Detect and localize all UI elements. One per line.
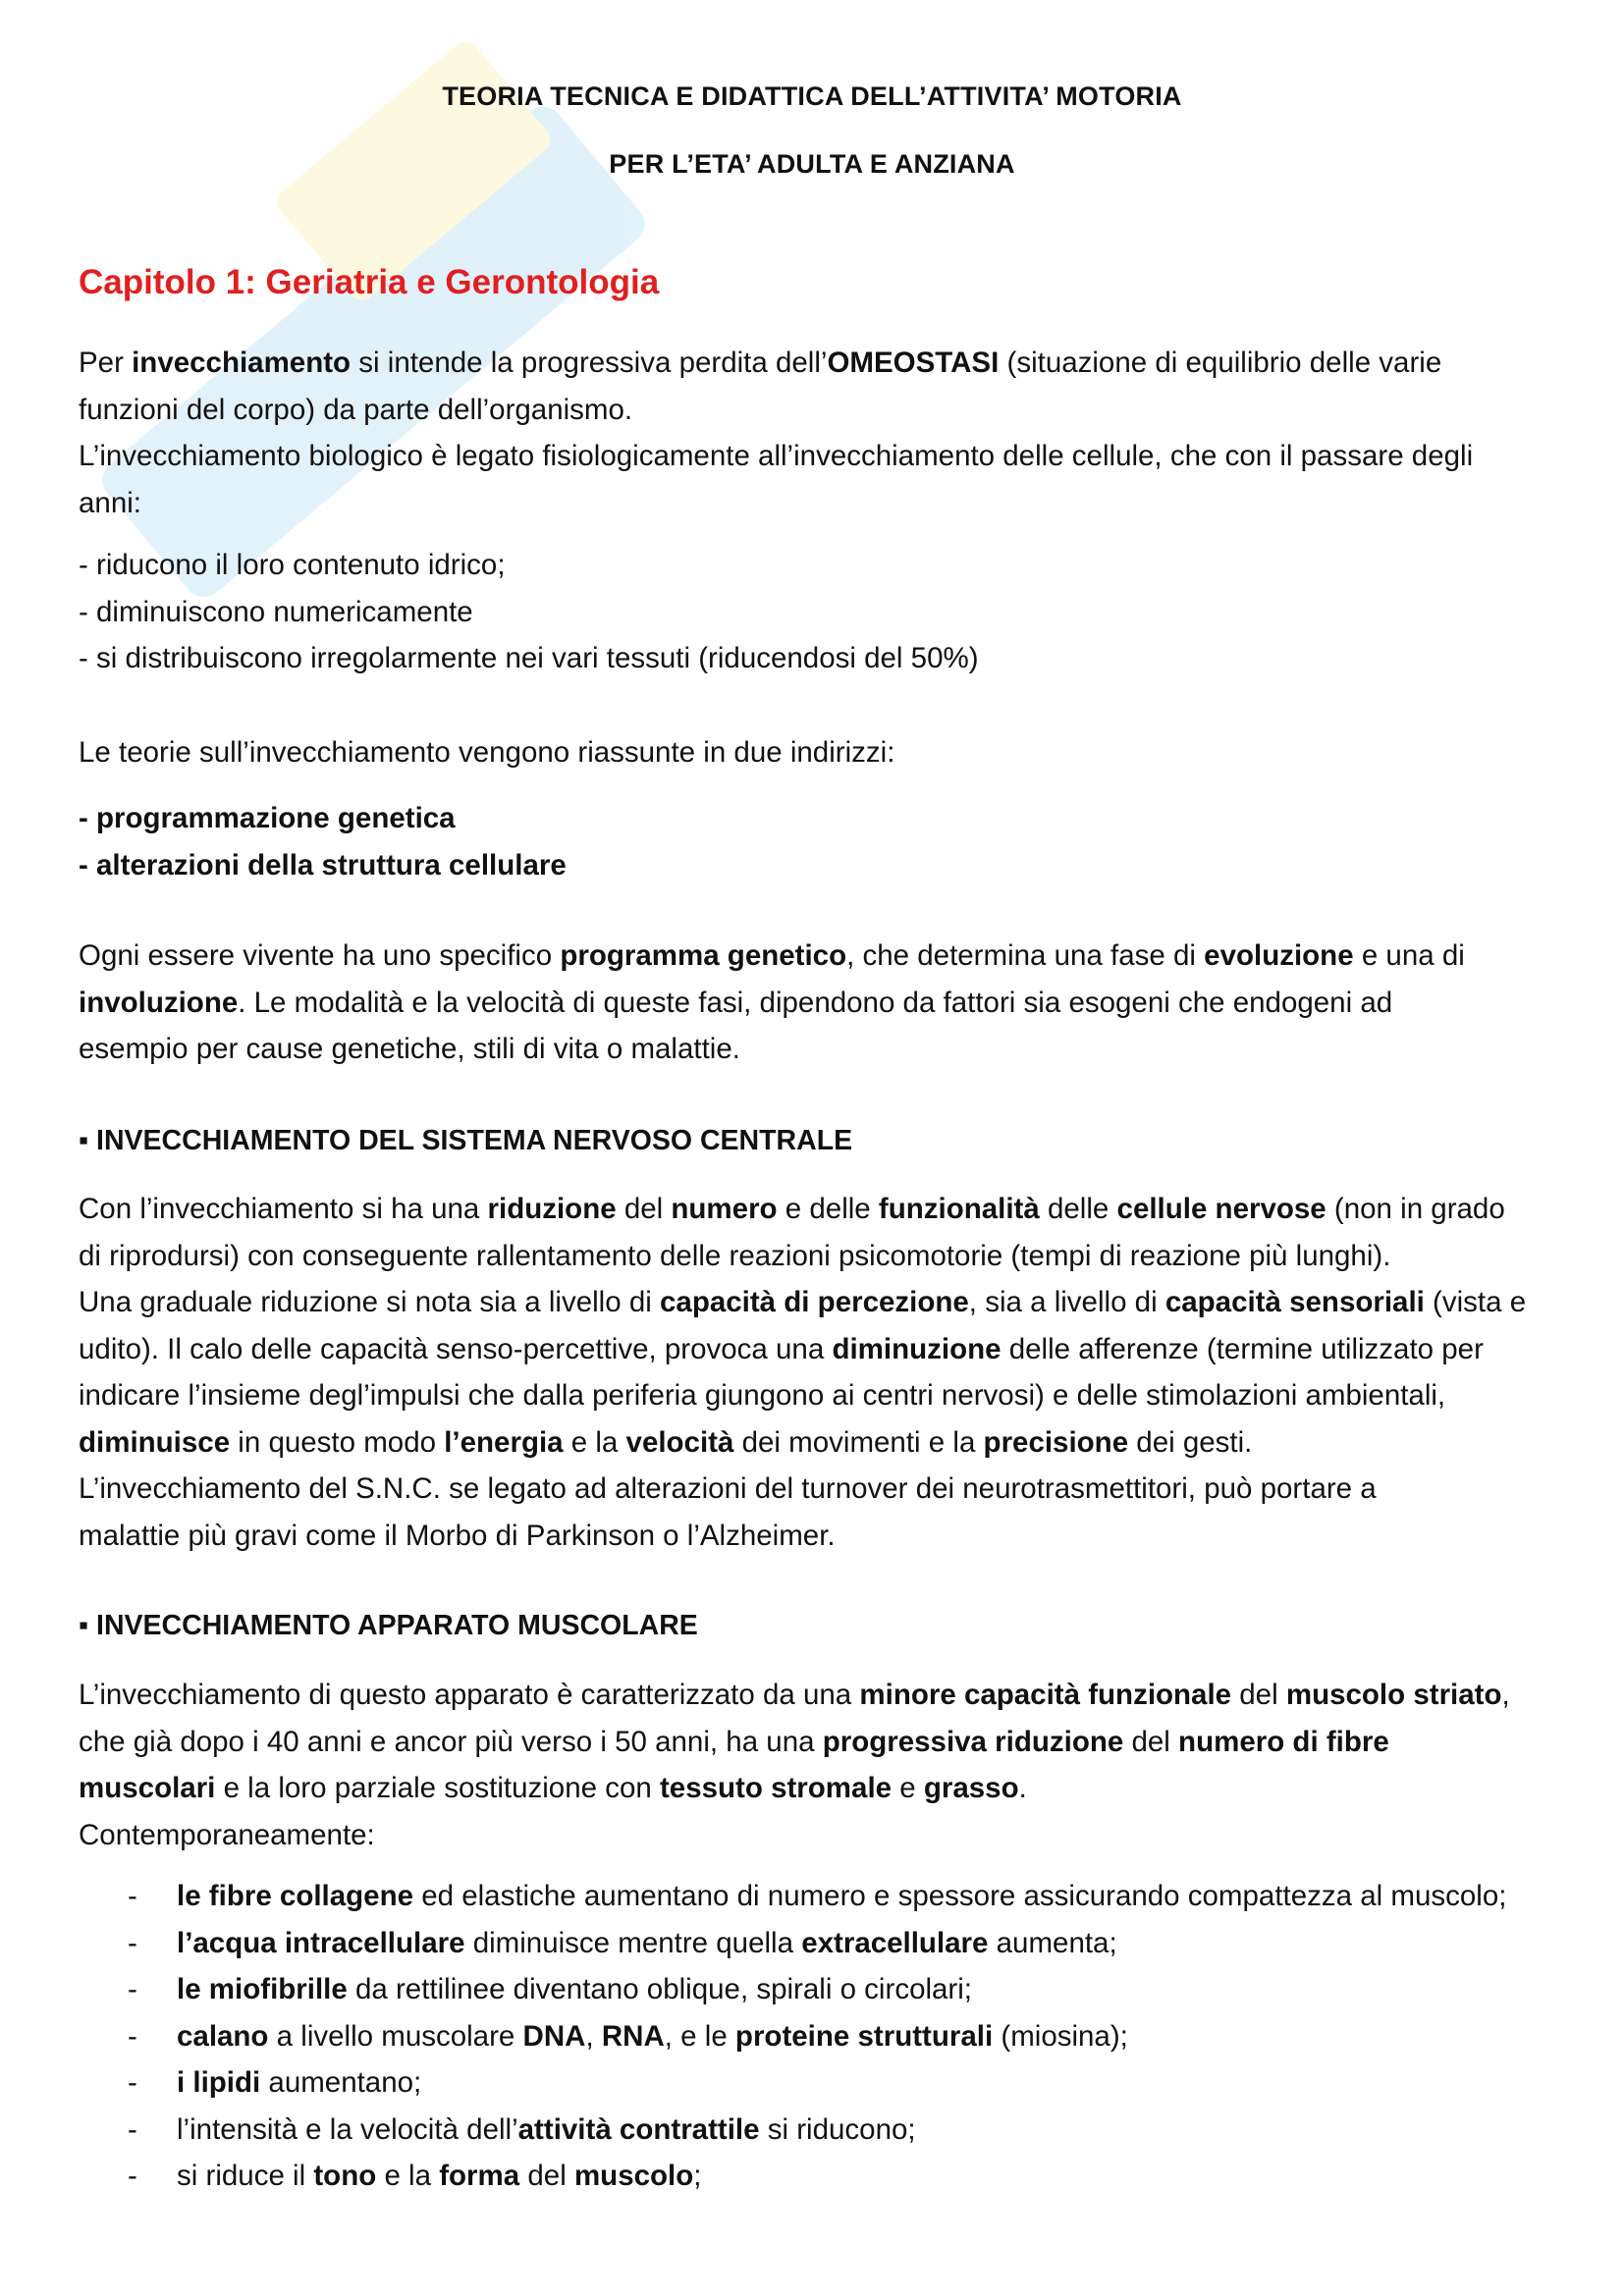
list-item: - si distribuiscono irregolarmente nei vari tessuti (riducendosi del 50%) bbox=[79, 642, 979, 674]
chapter-title: Capitolo 1: Geriatria e Gerontologia bbox=[79, 263, 660, 301]
section-heading-muscle: ▪ INVECCHIAMENTO APPARATO MUSCOLARE bbox=[79, 1610, 698, 1641]
document-title-line1: TEORIA TECNICA E DIDATTICA DELL’ATTIVITA’ MOTORIA bbox=[442, 81, 1182, 111]
list-item: - programmazione genetica bbox=[79, 802, 456, 834]
list-item: - diminuiscono numericamente bbox=[79, 595, 473, 628]
list-item: - l’intensità e la velocità dell’attività contrattile si riducono; bbox=[128, 2112, 916, 2146]
list-item: - i lipidi aumentano; bbox=[128, 2066, 422, 2099]
intro-paragraph: Per invecchiamento si intende la progressiva perdita dell’OMEOSTASI (situazione di equilibrio delle varie funzioni del corpo) da parte dell’organismo. L’invecchiamento biologico è legato fisiologicamente all’invecchiamento delle cellule, che con il passare degli anni: bbox=[79, 347, 1474, 519]
list-item: - alterazioni della struttura cellulare bbox=[79, 848, 567, 881]
list-item: - calano a livello muscolare DNA, RNA, e le proteine strutturali (miosina); bbox=[128, 2019, 1128, 2053]
list-item: - le fibre collagene ed elastiche aumentano di numero e spessore assicurando compattezza al muscolo; bbox=[128, 1880, 1507, 1912]
theories-list bbox=[79, 795, 1551, 888]
snc-paragraph: Con l’invecchiamento si ha una riduzione del numero e delle funzionalità delle cellule nervose (non in grado di riprodursi) con conseguente rallentamento delle reazioni psicomotorie (tempi di reazione più lunghi). Una graduale riduzione si nota sia a livello di capacità di percezione, sia a livello di capacità sensoriali (vista e udito). Il calo delle capacità senso-percettive, provoca una diminuzione delle afferenze (termine utilizzato per indicare l’insieme degl’impulsi che dalla periferia giungono ai centri nervosi) e delle stimolazioni ambientali, diminuisce in questo modo l’energia e la velocità dei movimenti e la precisione dei gesti. L’invecchiamento del S.N.C. se legato ad alterazioni del turnover dei neurotrasmettitori, può portare a malattie più gravi come il Morbo di Parkinson o l’Alzheimer. bbox=[79, 1193, 1527, 1552]
document-title-line2: PER L’ETA’ ADULTA E ANZIANA bbox=[609, 149, 1015, 179]
list-item: - si riduce il tono e la forma del muscolo; bbox=[128, 2160, 702, 2192]
list-item: - le miofibrille da rettilinee diventano oblique, spirali o circolari; bbox=[128, 1973, 973, 2005]
muscle-changes-list bbox=[79, 1873, 1551, 2200]
document-page bbox=[79, 0, 1551, 2296]
list-item: - riducono il loro contenuto idrico; bbox=[79, 549, 506, 581]
muscle-paragraph: L’invecchiamento di questo apparato è caratterizzato da una minore capacità funzionale del muscolo striato, che già dopo i 40 anni e ancor più verso i 50 anni, ha una progressiva riduzione del numero di fibre muscolari e la loro parziale sostituzione con tessuto stromale e grasso. Contemporaneamente: bbox=[79, 1679, 1510, 1851]
genetic-program-paragraph: Ogni essere vivente ha uno specifico programma genetico, che determina una fase di evoluzione e una di involuzione. Le modalità e la velocità di queste fasi, dipendono da fattori sia esogeni che endogeni ad esempio per cause genetiche, stili di vita o malattie. bbox=[79, 939, 1465, 1065]
list-item: - l’acqua intracellulare diminuisce mentre quella extracellulare aumenta; bbox=[128, 1926, 1117, 1959]
section-heading-snc: ▪ INVECCHIAMENTO DEL SISTEMA NERVOSO CENTRALE bbox=[79, 1125, 853, 1156]
cell-list bbox=[79, 542, 1551, 682]
theories-intro: Le teorie sull’invecchiamento vengono riassunte in due indirizzi: bbox=[79, 736, 895, 769]
